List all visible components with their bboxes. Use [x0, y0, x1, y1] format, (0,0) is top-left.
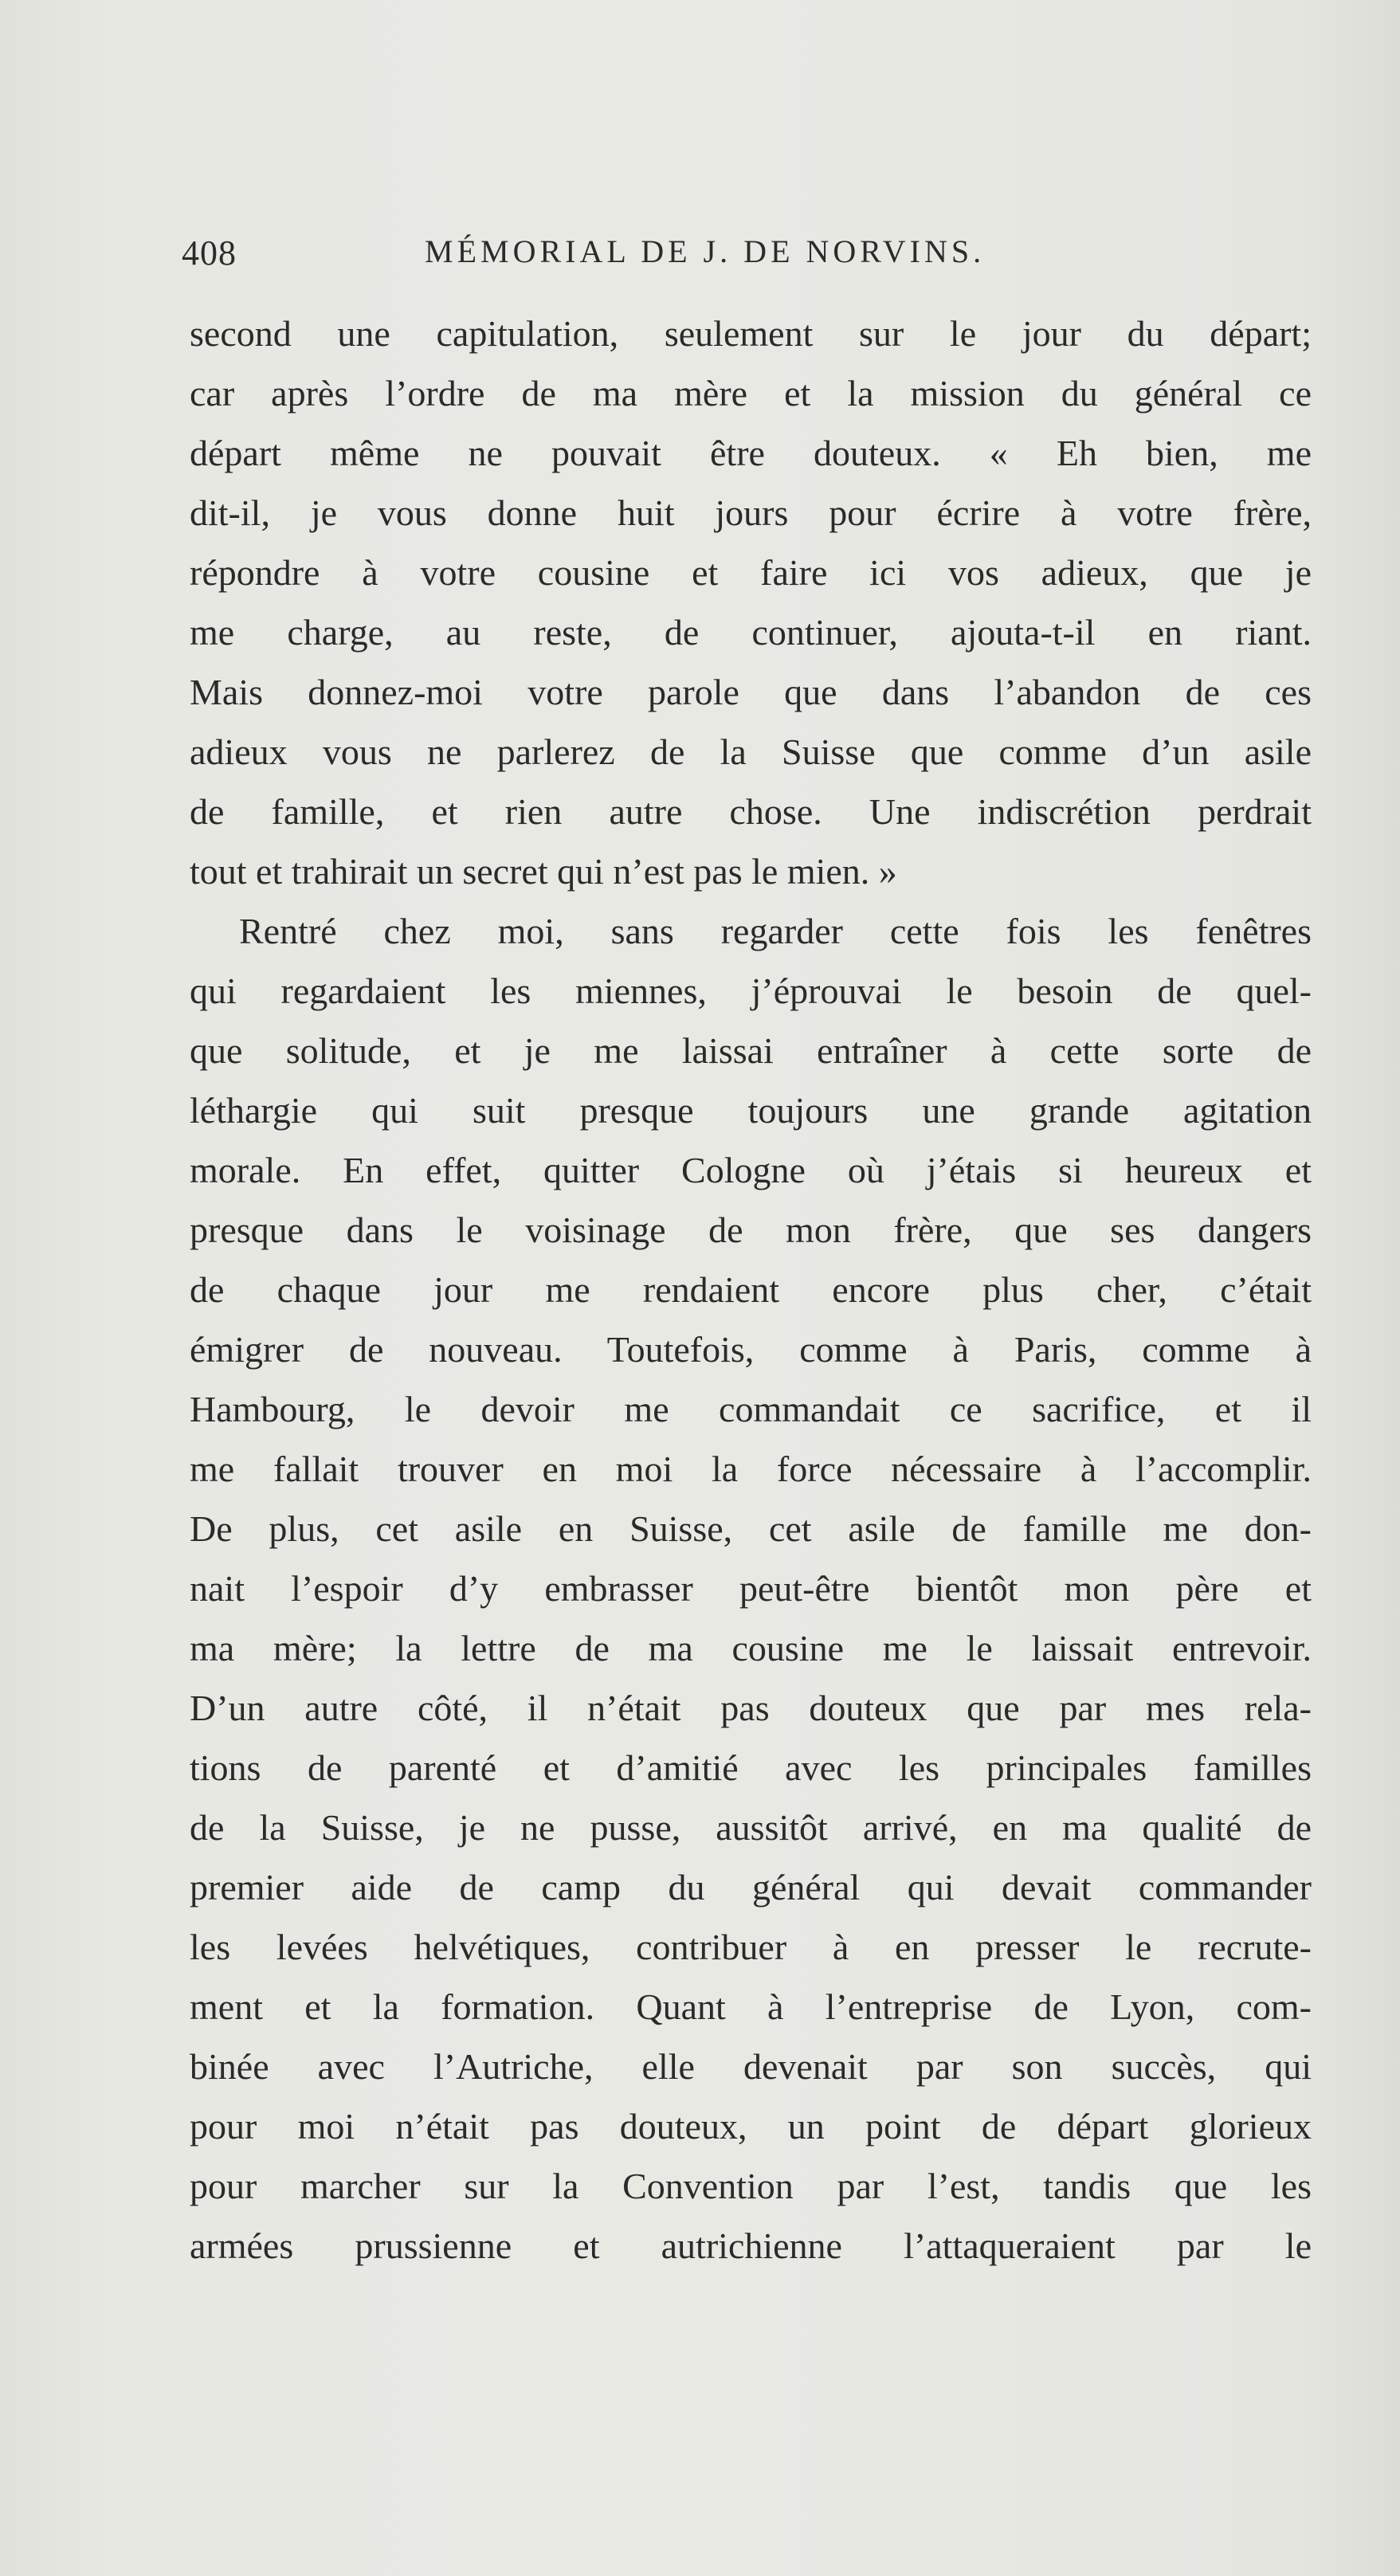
running-title: MÉMORIAL DE J. DE NORVINS.	[425, 233, 986, 269]
page-number: 408	[182, 233, 237, 272]
text-line: émigrer de nouveau. Toutefois, comme à Paris, comme à	[190, 1329, 1312, 1370]
text-line: adieux vous ne parlerez de la Suisse que comme d’un asile	[190, 731, 1312, 772]
text-line: armées prussienne et autrichienne l’attaqueraient par le	[190, 2225, 1312, 2266]
text-line: de famille, et rien autre chose. Une indiscrétion perdrait	[190, 791, 1312, 832]
text-line: car après l’ordre de ma mère et la mission du général ce	[190, 373, 1312, 414]
text-line: Mais donnez-moi votre parole que dans l’abandon de ces	[190, 672, 1312, 712]
text-line: dit-il, je vous donne huit jours pour écrire à votre frère,	[190, 492, 1312, 533]
text-line: ma mère; la lettre de ma cousine me le laissait entrevoir.	[190, 1628, 1312, 1668]
text-line: morale. En effet, quitter Cologne où j’étais si heureux et	[190, 1150, 1312, 1190]
text-line: me fallait trouver en moi la force nécessaire à l’accomplir.	[190, 1449, 1312, 1489]
text-line: tout et trahirait un secret qui n’est pas le mien. »	[190, 851, 897, 892]
text-line: De plus, cet asile en Suisse, cet asile de famille me don-	[190, 1508, 1312, 1549]
text-line: départ même ne pouvait être douteux. « Eh bien, me	[190, 433, 1312, 473]
body-text	[190, 304, 1312, 2276]
text-line: Hambourg, le devoir me commandait ce sacrifice, et il	[190, 1389, 1312, 1429]
text-line: pour moi n’était pas douteux, un point de départ glorieux	[190, 2106, 1312, 2147]
text-line: ment et la formation. Quant à l’entreprise de Lyon, com-	[190, 1986, 1312, 2027]
running-head	[182, 233, 1305, 280]
text-line: premier aide de camp du général qui devait commander	[190, 1867, 1312, 1907]
text-line: binée avec l’Autriche, elle devenait par son succès, qui	[190, 2046, 1312, 2087]
text-line: de chaque jour me rendaient encore plus cher, c’était	[190, 1269, 1312, 1310]
text-line: de la Suisse, je ne pusse, aussitôt arrivé, en ma qualité de	[190, 1807, 1312, 1848]
text-line: qui regardaient les miennes, j’éprouvai le besoin de quel-	[190, 970, 1312, 1011]
text-line: nait l’espoir d’y embrasser peut-être bientôt mon père et	[190, 1568, 1312, 1609]
text-line: tions de parenté et d’amitié avec les principales familles	[190, 1747, 1312, 1788]
text-line: répondre à votre cousine et faire ici vos adieux, que je	[190, 552, 1312, 593]
text-line: les levées helvétiques, contribuer à en presser le recrute-	[190, 1927, 1312, 1967]
text-line: second une capitulation, seulement sur le jour du départ;	[190, 313, 1312, 354]
text-line: D’un autre côté, il n’était pas douteux que par mes rela-	[190, 1688, 1312, 1728]
text-line: presque dans le voisinage de mon frère, que ses dangers	[190, 1210, 1312, 1250]
text-line: que solitude, et je me laissai entraîner à cette sorte de	[190, 1030, 1312, 1071]
text-line: me charge, au reste, de continuer, ajouta-t-il en riant.	[190, 612, 1312, 653]
paragraph-first-line: Rentré chez moi, sans regarder cette fois les fenêtres	[239, 911, 1312, 951]
text-line: léthargie qui suit presque toujours une grande agitation	[190, 1090, 1312, 1131]
text-line: pour marcher sur la Convention par l’est, tandis que les	[190, 2166, 1312, 2206]
